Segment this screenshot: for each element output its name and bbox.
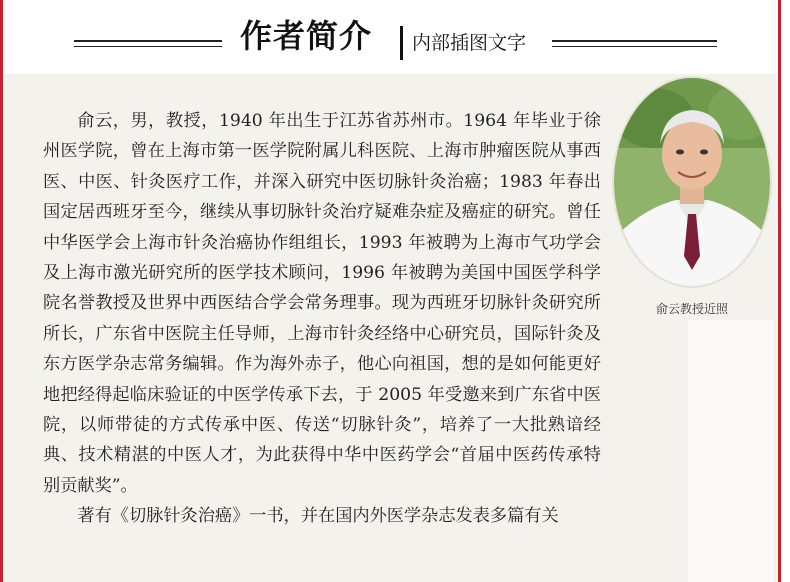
header-rule-left xyxy=(74,40,222,42)
right-frame-border xyxy=(778,0,781,582)
portrait-caption: 俞云教授近照 xyxy=(655,302,728,316)
bio-paragraph-2: 著有《切脉针灸治癌》一书，并在国内外医学杂志发表多篇有关 xyxy=(77,506,559,527)
header-rule-right xyxy=(552,40,717,42)
author-portrait xyxy=(612,76,772,288)
page-subtitle: 内部插图文字 xyxy=(412,32,527,54)
left-frame-border xyxy=(0,0,3,582)
bio-paragraph-1: 俞云，男，教授，1940 年出生于江苏省苏州市。1964 年毕业于徐州医学院，曾在上海市第一医学院附属儿科医院、上海市肿瘤医院从事西医、中医、针灸医疗工作，并深入研究中医切脉针灸治癌；1983 年春出国定居西班牙至今，继续从事切脉针灸治疗疑难杂症及癌症的研究。曾任中华医学会上海市针灸治癌协作组组长，1993 年被聘为上海市气功学会及上海市激光研究所的医学技术顾问，1996 年被聘为美国中国医学科学院名誉教授及世界中西医结合学会常务理事。现为西班牙切脉针灸研究所所长，广东省中医院主任导师，上海市针灸经络中心研究员，国际针灸及东方医学杂志常务编辑。作为海外赤子，他心向祖国，想的是如何能更好地把经得起临床验证的中医学传承下去，于 2005 年受邀来到广东省中医院，以师带徒的方式传承中医、传送“切脉针灸”，培养了一大批熟谙经典、技术精湛的中医人才，为此获得中华中医药学会“首届中医药传承特别贡献奖”。 xyxy=(43,111,601,496)
portrait-illustration xyxy=(614,78,770,286)
header-rule-left-thin xyxy=(74,46,222,47)
page-header xyxy=(4,0,777,74)
page-title: 作者简介 xyxy=(240,17,373,55)
side-panel xyxy=(688,320,774,582)
title-divider xyxy=(400,26,403,60)
header-rule-right-thin xyxy=(552,46,717,47)
author-bio xyxy=(43,106,601,532)
